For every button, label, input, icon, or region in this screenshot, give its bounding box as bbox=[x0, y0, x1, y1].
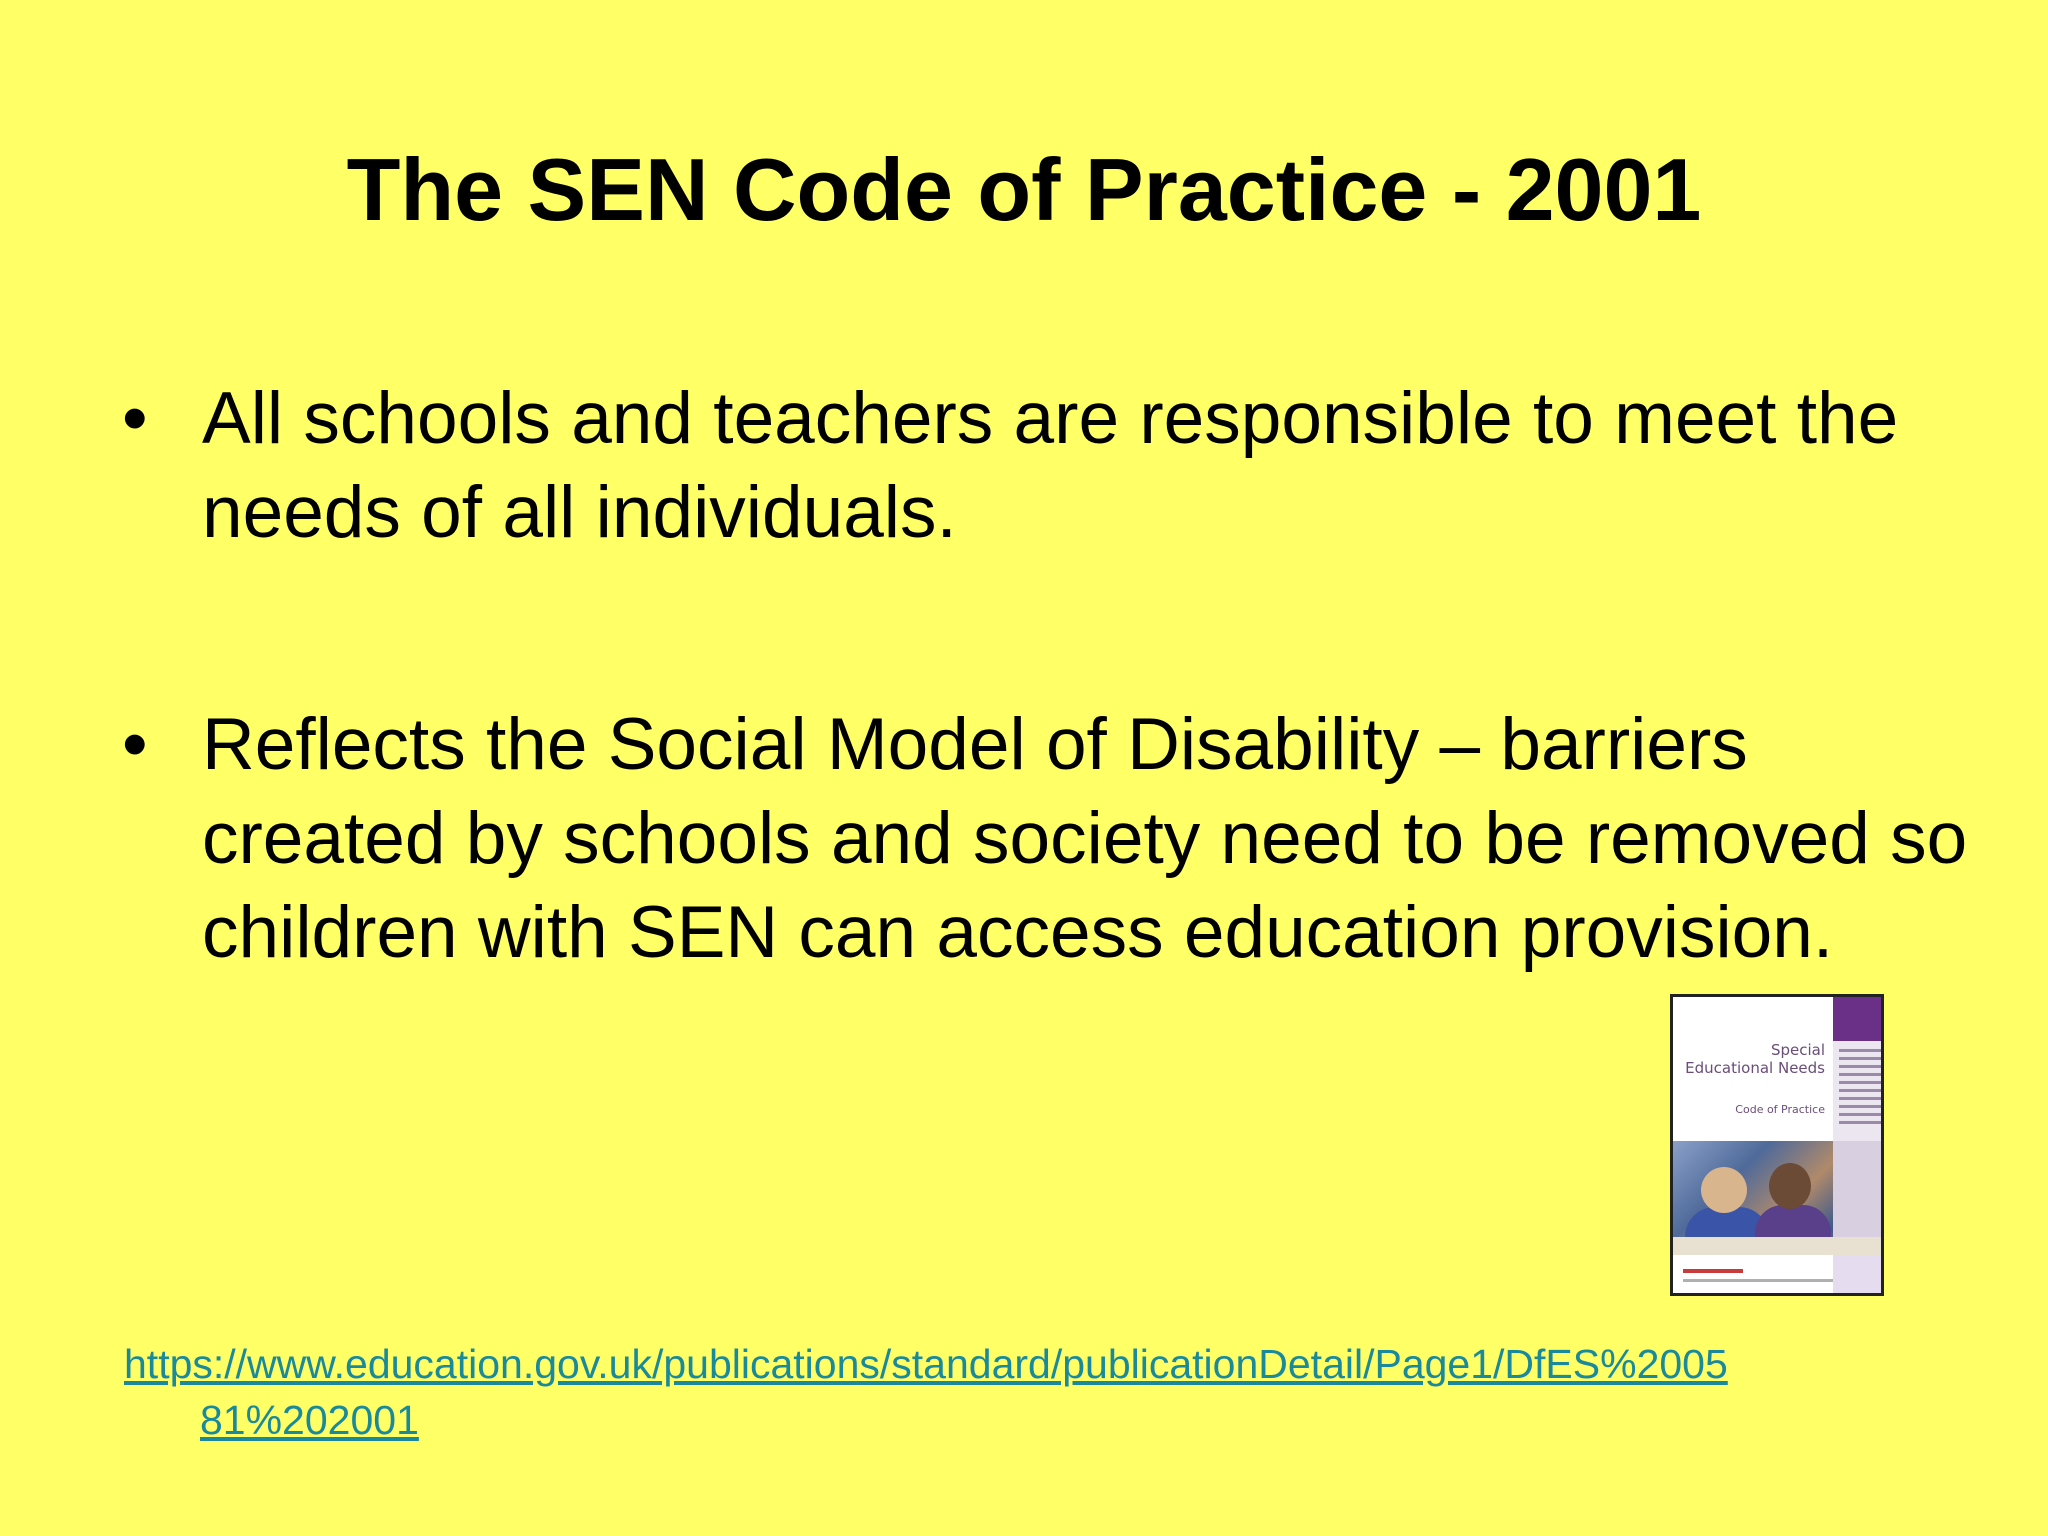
bullet-marker: • bbox=[122, 704, 148, 785]
cover-side-text-lines bbox=[1839, 1049, 1881, 1129]
url-line-1: https://www.education.gov.uk/publications/standard/publicationDetail/Page1/DfES%2005 bbox=[124, 1341, 1728, 1387]
code-of-practice-cover-image bbox=[1670, 994, 1884, 1296]
cover-photo-children bbox=[1673, 1141, 1884, 1255]
bullet-text: All schools and teachers are responsible to meet the needs of all individuals. bbox=[202, 378, 1899, 553]
publication-url-link[interactable] bbox=[124, 1336, 1974, 1448]
cover-purple-bar bbox=[1833, 997, 1884, 1041]
cover-subtitle: Code of Practice bbox=[1735, 1103, 1825, 1116]
slide-title: The SEN Code of Practice - 2001 bbox=[346, 140, 1702, 239]
bullet-item bbox=[120, 372, 1970, 560]
url-line-2: 81%202001 bbox=[200, 1397, 419, 1443]
bullet-marker: • bbox=[122, 378, 148, 459]
bullet-text: Reflects the Social Model of Disability – barriers created by schools and society need to be removed so children with SEN can access education provision. bbox=[202, 704, 1968, 973]
bullet-item bbox=[120, 698, 1970, 980]
cover-title: Special Educational Needs bbox=[1685, 1041, 1825, 1077]
cover-footer bbox=[1673, 1255, 1884, 1296]
